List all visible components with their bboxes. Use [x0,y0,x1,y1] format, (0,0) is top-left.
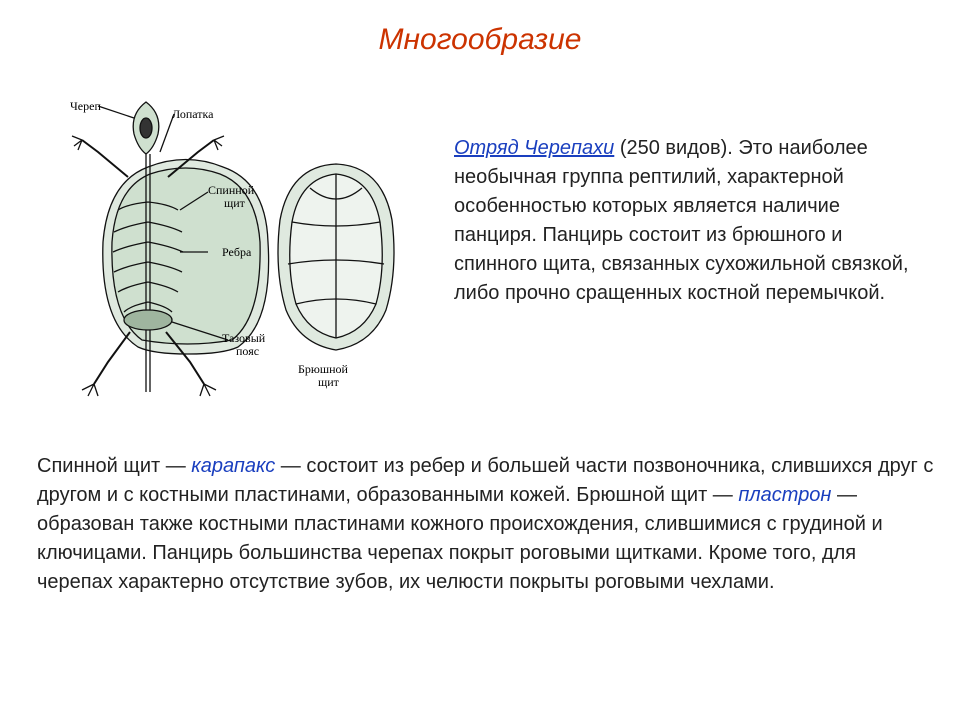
label-dorsal-shield-2: щит [224,196,245,210]
order-turtles-link[interactable]: Отряд Черепахи [454,137,615,159]
label-scapula: Лопатка [172,107,214,121]
label-pelvic-1: Тазовый [222,331,266,345]
label-pelvic-2: пояс [236,344,260,358]
intro-paragraph [454,134,924,308]
body-text-1: Спинной щит — [37,455,192,477]
term-carapace: карапакс [191,455,276,477]
body-paragraph [37,452,937,597]
slide-title: Многообразие [378,23,582,56]
body-text-3: — образован также костными пластинами кожного происхождения, слившимися с грудиной и ключицами. Панцирь большинства черепах покрыт роговыми щитками. Кроме того, для черепах характерно отсутствие зубов, их челюсти покрыты роговыми чехлами. [37,484,883,593]
label-ventral-2: щит [318,375,339,389]
label-skull: Череп [70,99,101,113]
term-plastron: пластрон [738,484,832,506]
body-text-2: — состоит из ребер и большей части позвоночника, слившихся друг с другом и с костными пластинами, образованными кожей. Брюшной щит — [37,455,934,506]
label-ribs: Ребра [222,245,252,259]
label-ventral-1: Брюшной [298,362,348,376]
label-dorsal-shield-1: Спинной [208,183,255,197]
intro-text: (250 видов). Это наиболее необычная группа рептилий, характерной особенностью которых является наличие панциря. Панцирь состоит из брюшного и спинного щита, связанных сухожильной связкой, либо прочно сращенных костной перемычкой. [454,137,909,304]
